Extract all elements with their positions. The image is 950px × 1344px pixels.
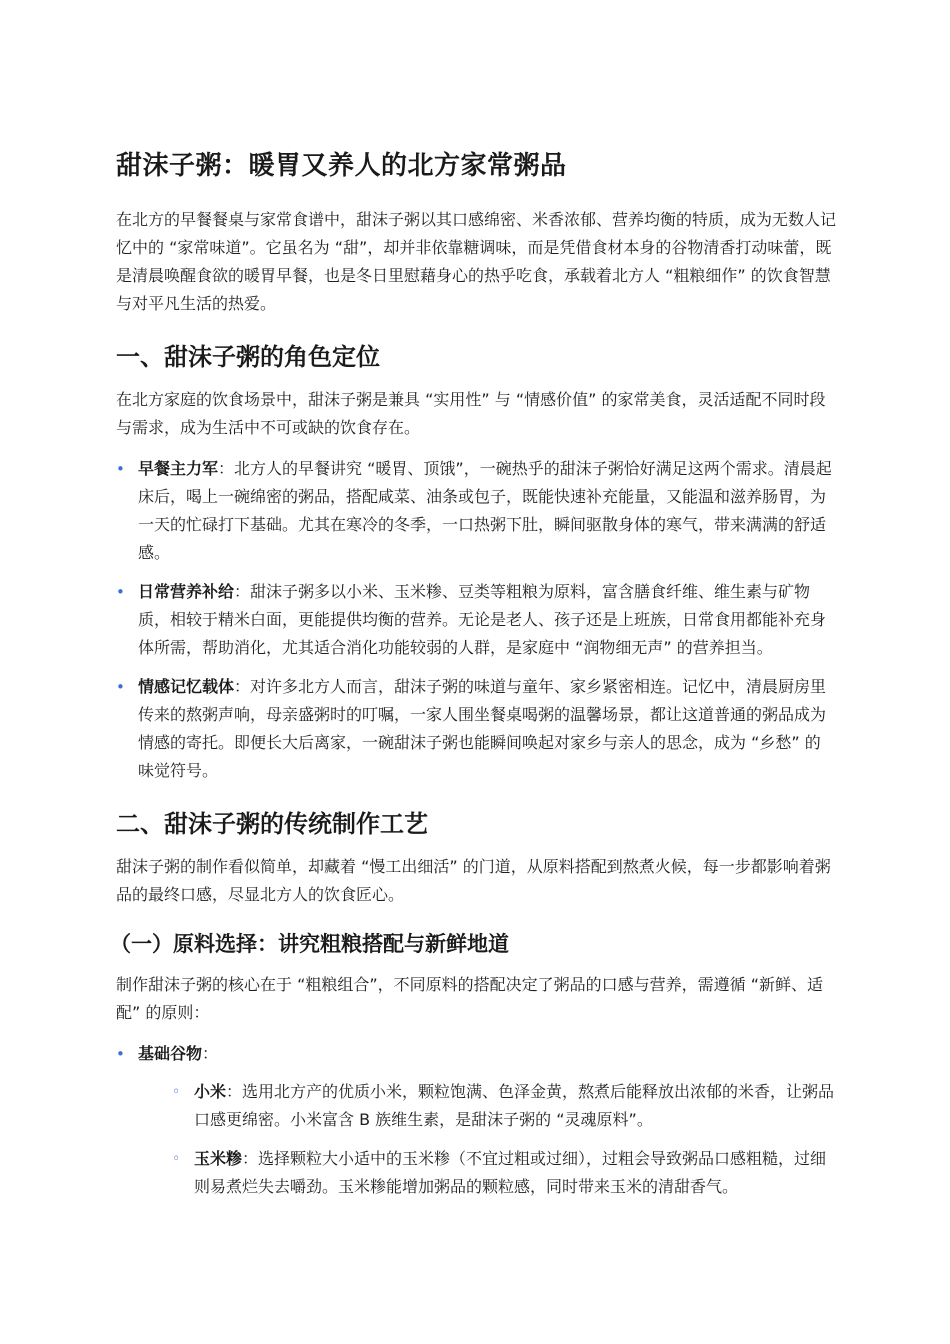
subsection1-intro: 制作甜沫子粥的核心在于 “粗粮组合”，不同原料的搭配决定了粥品的口感与营养，需遵循 “新鲜、适配” 的原则： — [116, 975, 824, 1022]
nested-list-item: ◦ 小米：选用北方产的优质小米，颗粒饱满、色泽金黄，熬煮后能释放出浓郁的米香，让粥品口感更绵密。小米富含 B 族维生素，是甜沫子粥的 “灵魂原料”。 — [172, 1078, 836, 1134]
section2-heading: 二、甜沫子粥的传统制作工艺 — [116, 810, 428, 838]
list-item-term: 日常营养补给 — [138, 582, 235, 601]
nested-list-item-term: 小米 — [194, 1082, 227, 1101]
list-item: • 情感记忆载体：对许多北方人而言，甜沫子粥的味道与童年、家乡紧密相连。记忆中，清晨厨房里传来的熬粥声响，母亲盛粥时的叮嘱，一家人围坐餐桌喝粥的温馨场景，都让这道普通的粥品成为情感的寄托。即便长大后离家，一碗甜沫子粥也能瞬间唤起对家乡与亲人的思念，成为 “乡愁” 的味觉符号。 — [116, 673, 836, 785]
document-title: 甜沫子粥：暖胃又养人的北方家常粥品 — [116, 151, 567, 181]
list-item: • 早餐主力军：北方人的早餐讲究 “暖胃、顶饿”，一碗热乎的甜沫子粥恰好满足这两个需求。清晨起床后，喝上一碗绵密的粥品，搭配咸菜、油条或包子，既能快速补充能量，又能温和滋养肠胃，为一天的忙碌打下基础。尤其在寒冷的冬季，一口热粥下肚，瞬间驱散身体的寒气，带来满满的舒适感。 — [116, 455, 836, 567]
intro-paragraph: 在北方的早餐餐桌与家常食谱中，甜沫子粥以其口感绵密、米香浓郁、营养均衡的特质，成为无数人记忆中的 “家常味道”。它虽名为 “甜”，却并非依靠糖调味，而是凭借食材本身的谷物清香打动味蕾，既是清晨唤醒食欲的暖胃早餐，也是冬日里慰藉身心的热乎吃食，承载着北方人 “粗粮细作” 的饮食智慧与对平凡生活的热爱。 — [116, 210, 837, 313]
section2-intro: 甜沫子粥的制作看似简单，却藏着 “慢工出细活” 的门道，从原料搭配到熬煮火候，每一步都影响着粥品的最终口感，尽显北方人的饮食匠心。 — [116, 857, 831, 904]
nested-list — [138, 1078, 836, 1201]
list-item: • 日常营养补给：甜沫子粥多以小米、玉米糁、豆类等粗粮为原料，富含膳食纤维、维生素与矿物质，相较于精米白面，更能提供均衡的营养。无论是老人、孩子还是上班族，日常食用都能补充身体所需，帮助消化，尤其适合消化功能较弱的人群，是家庭中 “润物细无声” 的营养担当。 — [116, 578, 836, 662]
nested-list-item-text: 选用北方产的优质小米，颗粒饱满、色泽金黄，熬煮后能释放出浓郁的米香，让粥品口感更绵密。小米富含 B 族维生素，是甜沫子粥的 “灵魂原料”。 — [194, 1082, 835, 1129]
section1-list — [116, 455, 836, 785]
list-item-text: 对许多北方人而言，甜沫子粥的味道与童年、家乡紧密相连。记忆中，清晨厨房里传来的熬粥声响，母亲盛粥时的叮嘱，一家人围坐餐桌喝粥的温馨场景，都让这道普通的粥品成为情感的寄托。即便长大后离家，一碗甜沫子粥也能瞬间唤起对家乡与亲人的思念，成为 “乡愁” 的味觉符号。 — [138, 677, 827, 780]
section1-heading: 一、甜沫子粥的角色定位 — [116, 343, 380, 371]
list-item-text: 甜沫子粥多以小米、玉米糁、豆类等粗粮为原料，富含膳食纤维、维生素与矿物质，相较于精米白面，更能提供均衡的营养。无论是老人、孩子还是上班族，日常食用都能补充身体所需，帮助消化，尤其适合消化功能较弱的人群，是家庭中 “润物细无声” 的营养担当。 — [138, 582, 827, 657]
list-item-term: 早餐主力军 — [138, 459, 219, 478]
list-item-text: 北方人的早餐讲究 “暖胃、顶饿”，一碗热乎的甜沫子粥恰好满足这两个需求。清晨起床后，喝上一碗绵密的粥品，搭配咸菜、油条或包子，既能快速补充能量，又能温和滋养肠胃，为一天的忙碌打下基础。尤其在寒冷的冬季，一口热粥下肚，瞬间驱散身体的寒气，带来满满的舒适感。 — [138, 459, 832, 562]
list-item: • 基础谷物： ◦ 小米：选用北方产的优质小米，颗粒饱满、色泽金黄，熬煮后能释放出浓郁的米香，让粥品口感更绵密。小米富含 B 族维生素，是甜沫子粥的 “灵魂原料”。 ◦ 玉米糁：选择颗粒大小适中的玉米糁（不宜过粗或过细），过粗会导致粥品口感粗糙，过细则易煮烂失去嚼劲。玉米糁能增加粥品的颗粒感，同时带来玉米的清甜香气。 — [116, 1040, 836, 1201]
nested-list-item-term: 玉米糁 — [194, 1149, 243, 1168]
nested-list-item-text: 选择颗粒大小适中的玉米糁（不宜过粗或过细），过粗会导致粥品口感粗糙，过细则易煮烂失去嚼劲。玉米糁能增加粥品的颗粒感，同时带来玉米的清甜香气。 — [194, 1149, 827, 1196]
subsection1-heading: （一）原料选择：讲究粗粮搭配与新鲜地道 — [110, 932, 509, 956]
nested-list-item: ◦ 玉米糁：选择颗粒大小适中的玉米糁（不宜过粗或过细），过粗会导致粥品口感粗糙，过细则易煮烂失去嚼劲。玉米糁能增加粥品的颗粒感，同时带来玉米的清甜香气。 — [172, 1145, 836, 1201]
list-item-term: 情感记忆载体 — [138, 677, 235, 696]
document-page — [110, 146, 837, 1212]
section1-intro: 在北方家庭的饮食场景中，甜沫子粥是兼具 “实用性” 与 “情感价值” 的家常美食，灵活适配不同时段与需求，成为生活中不可或缺的饮食存在。 — [116, 390, 826, 437]
list-item-term: 基础谷物 — [138, 1044, 203, 1063]
subsection1-list — [116, 1040, 836, 1201]
